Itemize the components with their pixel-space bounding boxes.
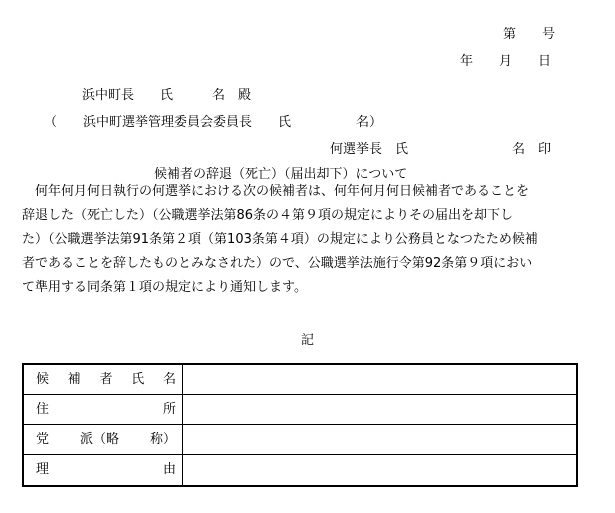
address-label <box>23 395 183 425</box>
reason-label <box>23 455 183 487</box>
label-char: 所 <box>162 401 176 417</box>
label-char: 派（略 <box>79 431 119 447</box>
party-value[interactable] <box>183 425 578 455</box>
label-char: 候 <box>36 371 50 387</box>
address-value[interactable] <box>183 395 578 425</box>
party-label <box>23 425 183 455</box>
table-row <box>23 395 577 425</box>
body-line: て準用する同条第１項の規定により通知します。 <box>22 280 307 295</box>
body-text <box>22 180 582 300</box>
document-date-label: 年 月 日 <box>460 54 552 69</box>
candidate-name-value[interactable] <box>183 364 578 395</box>
candidate-name-label <box>23 364 183 395</box>
candidate-info-table <box>22 363 578 487</box>
table-row <box>23 364 577 395</box>
label-char: 住 <box>36 401 50 417</box>
label-char: 者 <box>99 371 113 387</box>
label-char: 称） <box>149 431 176 447</box>
addressee-mayor: 浜中町長 氏 名 殿 <box>82 88 252 103</box>
table-row <box>23 455 577 487</box>
label-char: 由 <box>162 462 176 477</box>
body-line: 辞退した（死亡した）（公職選挙法第86条の４第９項の規定によりその届出を却下し <box>22 208 514 223</box>
body-line: 何年何月何日執行の何選挙における次の候補者は、何年何月何日候補者であることを <box>22 184 530 199</box>
label-char: 氏 <box>131 371 145 387</box>
document-number-label: 第 号 <box>503 27 556 42</box>
reason-value[interactable] <box>183 455 578 487</box>
body-line: 者であることを辞したものとみなされた）ので、公職選挙法施行令第92条第９項におい <box>22 256 533 271</box>
subject-line: 候補者の辞退（死亡）（届出却下）について <box>154 167 408 182</box>
label-char: 党 <box>36 431 50 447</box>
body-line: た）（公職選挙法第91条第２項（第103条第４項）の規定により公務員となつたため候補 <box>22 232 538 247</box>
label-char: 理 <box>36 462 50 477</box>
ki-heading: 記 <box>300 333 314 348</box>
sender-line: 何選挙長 氏 名 印 <box>330 142 552 157</box>
label-char: 補 <box>67 371 81 387</box>
table-row <box>23 425 577 455</box>
label-char: 名 <box>162 371 176 387</box>
addressee-committee-chair: （ 浜中町選挙管理委員会委員長 氏 名） <box>44 115 383 130</box>
